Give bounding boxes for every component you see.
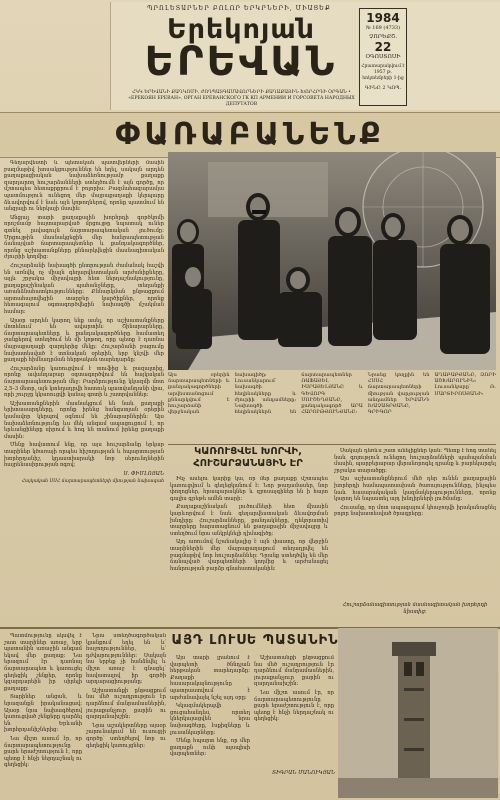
article-paragraph: Մենք հպարտ ենք, որ մեր քաղաքն ունի այսպիսի վարպետներ։ <box>170 738 250 758</box>
tower-photo <box>338 628 498 798</box>
article-signature-role: Հայկական ՍՍՀ ճարտարապետների միության նախագահ <box>21 479 164 485</box>
article-paragraph: Այս աշխատանքներում մեծ դեր ունեն քաղաքային խորհրդի համապատասխան ծառայությունները, ինչպես նաև հասարակական կազմակերպությունները, որոնք կարող են նպաստել այդ խնդիրների լուծմանը։ <box>334 476 496 503</box>
article-paragraph: Հուշարձանը կառուցվում է տուֆից և բազալտից, որոնք ավանդաբար օգտագործվում են հայկական ճարտարապետության մեջ։ Բարձրությունը կկազմի մոտ 2,5–3 մետր, այն կտեղադրվի հատուկ պատվանդանի վրա, որի շուրջը կկառուցվի կանաչ գոտի և շատրվաններ։ <box>4 365 164 399</box>
sub-headline: ԿԱՌՈՒՑՎԵԼ ԽՈՐՎԻ, ՀՈՒՇԱՐՁԱՆԱՅԻՆ ԷՐ <box>193 446 303 469</box>
article-paragraph: Նրա աշակերտները այսօր շարունակում են ուսուցչի գործը՝ ստեղծելով նոր ու գեղեցիկ կառույցներ։ <box>86 722 166 749</box>
article-paragraph: Այդ առումով նշանակալից է այն փաստը, որ վերջին տարիներին մեր մայրաքաղաքում տեղադրվել են բազմաթիվ նոր հուշարձաններ։ Դրանք ստեղծվել են մեր ճանաչված վարպետների կողմից և արժանացել հանրության բարձր գնահատականին։ <box>170 539 328 572</box>
issue-weekday: ՉՈՐԵՔՇ. <box>368 34 397 40</box>
issue-month: ՕԳՈՍՏՈՍԻ <box>365 54 401 60</box>
issue-year: 1984 <box>366 11 400 25</box>
issue-date-box <box>359 8 407 106</box>
bottom-column-b <box>86 633 166 798</box>
article-paragraph: Նրա ստեղծագործական կյանքում եղել են և՛ հաջողություններ, և՛ դժվարություններ։ Սակայն նա երբեք չի հանձնվել և միշտ առաջ է գնացել՝ հավատալով իր գործի արդարացիությանը։ <box>86 633 166 686</box>
masthead-slogan: ՊՐՈԼԵՏԱՐՆԵՐ ԲՈԼՈՐ ԵՐԿՐՆԵՐԻ, ՄԻԱՑԵՔ <box>147 5 331 12</box>
article-paragraph: Նա միշտ ասում էր, որ ճարտարապետությունը քարե երաժշտություն է, որը պետք է հնչի ներդաշնակ ու գեղեցիկ։ <box>4 735 82 769</box>
article-paragraph: Այս տարի լրանում է վարպետի ծննդյան հերթական տարեդարձը։ Քաղաքի հասարակայնությունը պատրաստվում է արժանավայել նշել այդ օրը։ <box>170 655 250 701</box>
article-paragraph: Այսօր արդեն կարող ենք ասել, որ աշխատանքները մոտենում են ավարտին։ Շինարարները, ճարտարապետները և քանդակագործները համատեղ ջանքերով ստեղծում են մի կոթող, որը պետք է դառնա մայրաքաղաքի զարդերից մեկը։ Հուշարձանի բացումը նախատեսված է տոնական օրերին, երբ կնշվի մեր քաղաքի հիմնադրման հերթական տարեդարձը։ <box>4 317 164 364</box>
article-paragraph: Սակայն դեռևս շատ անելիքներ կան։ Պետք է հոգ տանել նաև գոյություն ունեցող հուշարձանների պահպանման մասին, պարբերաբար վերանորոգել դրանք և բարեկարգել շրջակա տարածքը։ <box>334 448 496 474</box>
bottom-signature: ՏԻԳՐԱՆ ՄԱՆՈՒԿՅԱՆ <box>272 770 335 776</box>
bottom-column-c <box>170 655 250 795</box>
article-paragraph: Անցյալ տարի քաղաքային խորհրդի գործկոմի որոշմամբ հայտարարված մրցույթը նպատակ ուներ գտնել լավագույն ճարտարապետական լուծումը։ Մրցույթին մասնակցեցին մեր հանրապետության ճանաչված ճարտարապետներ և քանդակագործներ, որոնց աշխատանքները քննարկվեցին մասնագիտական ժյուրիի կողմից։ <box>4 214 164 261</box>
article-paragraph: Նա միշտ ասում էր, որ ճարտարապետությունը քարե երաժշտություն է, որը պետք է հնչի ներդաշնակ ու գեղեցիկ։ <box>254 689 334 723</box>
article-paragraph: Քաղաքաշինական լուծումների հետ միասին կարևորվում է նաև գեղարվեստական ձևավորման խնդիրը։ Հուշարձանները, քանդակները, դեկորատիվ տարրերը հարստացնում են քաղաքային միջավայրը և ստեղծում նրա անկրկնելի դիմագիծը։ <box>170 504 328 537</box>
meeting-photo-image <box>168 152 496 370</box>
article-paragraph: Հուշարձանի նախագծի ընտրության ժամանակ հաշվի են առնվել ոչ միայն գեղարվեստական արժանիքները, այլև շրջակա միջավայրի հետ ներդաշնակությունը, քաղաքաշինական պահանջները, տեղանքի առանձնահատկությունները։ Քննարկման ընթացքում արտահայտվեցին տարբեր կարծիքներ, որոնք հետագայում օգտագործվեցին նախագծի մշակման համար։ <box>4 262 164 316</box>
article-paragraph: Մենք հավատում ենք, որ այս հուշարձանը երկար տարիներ կծառայի որպես հիշողության և հպարտության խորհրդանիշ, կդաստիարակի նոր սերունդներին հայրենասիրության ոգով։ <box>4 442 164 469</box>
article-paragraph: Աշխատանքներին մասնակցում են նաև քաղաքի երիտասարդները, որոնք իրենց հանգստյան օրերին կամավոր կերպով օգնում են շինարարներին։ Այս նախաձեռնությունը ևս մեկ անգամ ապացուցում է, որ երևանցիները սիրում և հոգ են տանում իրենց քաղաքի մասին։ <box>4 400 164 440</box>
article-paragraph: Պատմությունը սկսվել է շատ տարիներ առաջ, երբ պատանին առաջին անգամ եկավ մեր քաղաք։ Նա երազում էր դառնալ ճարտարապետ և կառուցել գեղեցիկ շենքեր, որոնք կզարդարեին իր սիրելի քաղաքը։ <box>4 633 82 692</box>
article-column-left <box>4 160 164 620</box>
photo-caption: Այս օրերին ճարտարապետների և քանդակագործների արվեստանոցում քննարկվում է հուշարձանի վերջնական նախագիծը։ Լուսանկարում՝ նախագծի հեղինակները և ժյուրիի անդամները։ Նախագծի հեղինակներն են ճարտարապետներ ՌԱՖԱՅԵԼ ԻՍՐԱՅԵԼՅԱՆԸ և ԳԵՎՈՐԳ ՄՈՒՇԵՂՅԱՆԸ, քանդակագործ ԱՐԱ ՀԱՐՈՒԹՅՈՒՆՅԱՆԸ։ Նրանց կողքին են ՀՍՍՀ ճարտարապետների միության վարչության անդամներ ԵՐՎԱՆԴ ԽԱՉԱՏՐՅԱՆԸ, ԳՐԻԳՈՐ ԱՂԱԲԱԲՅԱՆԸ, ԶՈՐԻ ԱՇԽԱՐՈՒՆԻՆ։ Լուսանկարը՝ Ռ. ՄԱՐՏԻՐՈՍՅԱՆԻ։ <box>168 372 496 416</box>
issue-day: 22 <box>374 40 392 54</box>
founded-note: Հրատարակվում է 1957 թ. հոկտեմբերի 1-ից <box>361 64 405 81</box>
issue-number: № 169 (4733) <box>365 25 401 31</box>
bottom-headline: ԱՅԴ ԼՈՒՍԵ ՊԱՏԱՆԻՆ <box>171 633 339 648</box>
bottom-column-d <box>254 655 334 765</box>
tower-photo-image <box>338 628 498 798</box>
article-signature: Ս. ՓԻՄԼՈՅԱՆ <box>123 470 164 477</box>
article-paragraph: Գեղարվեստի և պետական պատվերների մասին բազմաթիվ խոսակցություններ են եղել, սակայն արդեն քաղաքացիական նախաձեռնությամբ քաղաքը զարդարող հուշարձանների ստեղծումն է այն գործը, որ մշտապես հետաքրքրում է բոլորիս։ Բազմահազարամյա պատմություն ունեցող մեր մայրաքաղաքի կերպարը ձևավորվում է նաև այն կոթողներով, որոնք պատմում են անցյալի ու ներկայի մասին։ <box>4 160 164 213</box>
price-label: ԳԻՆԸ 2 ԿՈՊ. <box>364 85 402 91</box>
section-divider <box>168 444 496 445</box>
article-paragraph: Հուսանք, որ մոտ ապագայում կհաջողվի իրականացնել բոլոր նախատեսված ծրագրերը։ <box>334 504 496 518</box>
bottom-column-a <box>4 633 82 798</box>
masthead-title-line2: ԵՐԵՎԱՆ <box>144 39 338 85</box>
masthead <box>110 2 500 110</box>
article-paragraph: Աշխատանքի ընթացքում նա մեծ ուշադրություն էր դարձնում մանրամասներին, յուրաքանչյուր քարին ու զարդանախշին։ <box>254 655 334 688</box>
article-footer-note: Հուշարձանագիտության մասնագիտական խորհրդի նիստից։ <box>342 602 488 615</box>
article-column-right <box>334 448 496 598</box>
article-paragraph: Աշխատանքի ընթացքում նա մեծ ուշադրություն էր դարձնում մանրամասներին, յուրաքանչյուր քարին ու զարդանախշին։ <box>86 687 166 721</box>
masthead-title-line1: Երեկոյան <box>166 14 316 45</box>
meeting-photo <box>168 152 496 370</box>
main-headline: ՓԱՌԱԲԱՆԵՆՔ <box>115 117 385 152</box>
article-paragraph: Կկազմակերպվի ցուցահանդես, որտեղ կներկայացվեն նրա նախագծերը, էսքիզները և լուսանկարները։ <box>170 703 250 736</box>
article-paragraph: Ինչ ասելու կարիք կա, որ մեր քաղաքը մշտապես կառուցվում և գեղեցկանում է։ Նոր թաղամասեր, նոր փողոցներ, հրապարակներ և զբոսայգիներ են ի հայտ գալիս գրեթե ամեն տարի։ <box>170 476 328 502</box>
masthead-subtitle: ՀԿԿ ԵՐԵՎԱՆԻ ՔԱՂԿՈՄԻ, ԺՈՂՊԱՏԳԱՄԱՎՈՐՆԵՐԻ ՔԱՂԱՔԱՅԻՆ ԽՈՐՀՐԴԻ ՕՐԳԱՆ • «ЕРЕКОЯН ЕРЕВАН», ОРГАН ЕРЕВАНСКОГО ГК КП АРМЕНИИ И ГОРСОВЕТА НАРОДНЫХ ДЕПУТАТОВ <box>128 90 355 107</box>
article-column-middle <box>170 476 328 626</box>
article-paragraph: Տարիներ անցան, և երազանքն իրականացավ։ Այսօր նրա նախագծերով կառուցված շենքերը դարձել են Երևանի խորհրդանիշներից։ <box>4 694 82 734</box>
